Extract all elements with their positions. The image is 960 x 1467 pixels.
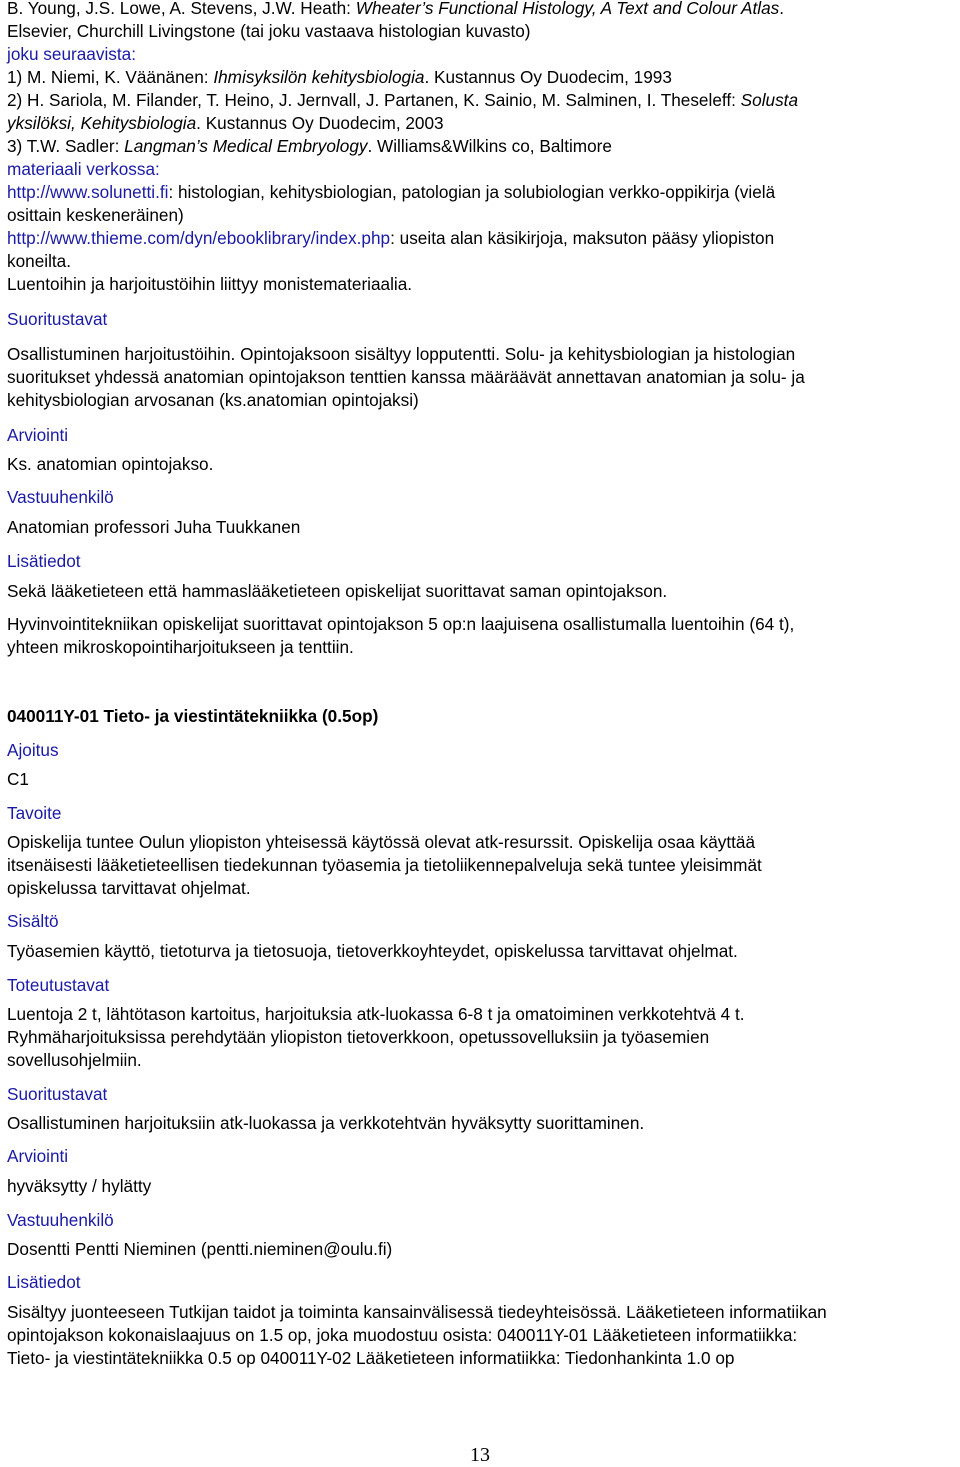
reference-authors: B. Young, J.S. Lowe, A. Stevens, J.W. Heath:	[7, 0, 356, 18]
paragraph-line: Sisältyy juonteeseen Tutkijan taidot ja toiminta kansainvälisessä tiedeyhteisössä. Lääketieteen informatiikan	[7, 1302, 827, 1322]
heading-vastuuhenkilo: Vastuuhenkilö	[7, 1210, 114, 1230]
reference-title: Langman’s Medical Embryology	[124, 136, 368, 156]
reference-title: yksilöksi, Kehitysbiologia	[7, 113, 197, 133]
resource-description-cont: koneilta.	[7, 251, 72, 271]
link-part: thieme.com/dyn/ebooklibrary/index.php	[91, 228, 391, 248]
section-label-joku: joku seuraavista:	[7, 44, 136, 64]
reference-tail: .	[779, 0, 785, 18]
paragraph-line: Hyvinvointitekniikan opiskelijat suorittavat opintojakson 5 op:n laajuisena osallistumalla luentoihin (64 t),	[7, 614, 795, 634]
link-part: http://www.	[7, 182, 92, 202]
paragraph-line: kehitysbiologian arvosanan (ks.anatomian opintojaksi)	[7, 390, 419, 410]
paragraph-line: Osallistuminen harjoitustöihin. Opintojaksoon sisältyy lopputentti. Solu- ja kehitysbiologian ja histologian	[7, 344, 796, 364]
page-number: 13	[470, 1444, 490, 1466]
resource-description-cont: osittain keskeneräinen)	[7, 205, 184, 225]
thieme-link[interactable]	[7, 228, 390, 248]
heading-toteutustavat: Toteutustavat	[7, 975, 110, 995]
heading-lisatiedot: Lisätiedot	[7, 1272, 81, 1292]
reference-line	[7, 0, 784, 19]
heading-ajoitus: Ajoitus	[7, 740, 59, 760]
paragraph-line: opiskelussa tarvittavat ohjelmat.	[7, 878, 251, 898]
link-part: fi	[159, 182, 169, 202]
link-part: solunetti.	[91, 182, 160, 202]
paragraph-line: Ryhmäharjoituksissa perehdytään yliopiston tietoverkkoon, opetussovelluksiin ja työasemien	[7, 1027, 710, 1047]
heading-suoritustavat: Suoritustavat	[7, 1084, 108, 1104]
reference-tail: . Kustannus Oy Duodecim, 2003	[196, 113, 444, 133]
paragraph-line: Opiskelija tuntee Oulun yliopiston yhteisessä käytössä olevat atk-resurssit. Opiskelija osaa käyttää	[7, 832, 756, 852]
paragraph-line: Ks. anatomian opintojakso.	[7, 454, 214, 474]
paragraph-line: suoritukset yhdessä anatomian opintojakson tenttien kanssa määräävät annettavan anatomian ja solu- ja	[7, 367, 805, 387]
online-resource-line	[7, 227, 774, 249]
reference-title: Solusta	[740, 90, 798, 110]
reference-line	[7, 112, 444, 134]
reference-publisher: Elsevier, Churchill Livingstone (tai joku vastaava histologian kuvasto)	[7, 21, 531, 41]
heading-tavoite: Tavoite	[7, 803, 62, 823]
paragraph-line: Työasemien käyttö, tietoturva ja tietosuoja, tietoverkkoyhteydet, opiskelussa tarvittavat ohjelmat.	[7, 941, 738, 961]
reference-authors: 1) M. Niemi, K. Väänänen:	[7, 67, 214, 87]
paragraph-line: sovellusohjelmiin.	[7, 1050, 142, 1070]
heading-suoritustavat: Suoritustavat	[7, 309, 108, 329]
paragraph-line: Dosentti Pentti Nieminen (pentti.nieminen@oulu.fi)	[7, 1239, 393, 1259]
reference-line	[7, 135, 612, 157]
resource-description: : histologian, kehitysbiologian, patologian ja solubiologian verkko-oppikirja (vielä	[168, 182, 776, 202]
lecture-note: Luentoihin ja harjoitustöihin liittyy monistemateriaalia.	[7, 274, 413, 294]
paragraph-line: Tieto- ja viestintätekniikka 0.5 op 040011Y-02 Lääketieteen informatiikka: Tiedonhankinta 1.0 op	[7, 1348, 735, 1368]
heading-vastuuhenkilo: Vastuuhenkilö	[7, 487, 114, 507]
reference-line	[7, 89, 798, 111]
reference-title: Wheater’s Functional Histology, A Text and Colour Atlas	[355, 0, 780, 18]
online-resource-line	[7, 181, 775, 203]
heading-lisatiedot: Lisätiedot	[7, 551, 81, 571]
heading-sisalto: Sisältö	[7, 911, 59, 931]
resource-description: : useita alan käsikirjoja, maksuton pääsy yliopiston	[390, 228, 775, 248]
paragraph-line: Sekä lääketieteen että hammaslääketieteen opiskelijat suorittavat saman opintojakson.	[7, 581, 668, 601]
reference-tail: . Kustannus Oy Duodecim, 1993	[424, 67, 672, 87]
paragraph-line: C1	[7, 769, 29, 789]
paragraph-line: Anatomian professori Juha Tuukkanen	[7, 517, 301, 537]
reference-line	[7, 66, 672, 88]
paragraph-line: hyväksytty / hylätty	[7, 1176, 152, 1196]
paragraph-line: Luentoja 2 t, lähtötason kartoitus, harjoituksia atk-luokassa 6-8 t ja omatoiminen verkkotehtvä 4 t.	[7, 1004, 745, 1024]
course-title: 040011Y-01 Tieto- ja viestintätekniikka (0.5op)	[7, 706, 379, 726]
paragraph-line: opintojakson kokonaislaajuus on 1.5 op, joka muodostuu osista: 040011Y-01 Lääketieteen informatiikka:	[7, 1325, 798, 1345]
reference-authors: 2) H. Sariola, M. Filander, T. Heino, J. Jernvall, J. Partanen, K. Sainio, M. Salminen, I. Theseleff:	[7, 90, 741, 110]
section-label-online: materiaali verkossa:	[7, 159, 160, 179]
reference-title: Ihmisyksilön kehitysbiologia	[213, 67, 425, 87]
reference-tail: . Williams&Wilkins co, Baltimore	[367, 136, 612, 156]
link-part: http://www.	[7, 228, 92, 248]
paragraph-line: yhteen mikroskopointiharjoitukseen ja tenttiin.	[7, 637, 354, 657]
paragraph-line: Osallistuminen harjoituksiin atk-luokassa ja verkkotehtvän hyväksytty suorittaminen.	[7, 1113, 645, 1133]
heading-arviointi: Arviointi	[7, 1146, 69, 1166]
reference-authors: 3) T.W. Sadler:	[7, 136, 125, 156]
solunetti-link[interactable]	[7, 182, 168, 202]
heading-arviointi: Arviointi	[7, 425, 69, 445]
paragraph-line: itsenäisesti lääketieteellisen tiedekunnan työasemia ja tietoliikennepalveluja sekä tuntee yleisimmät	[7, 855, 762, 875]
